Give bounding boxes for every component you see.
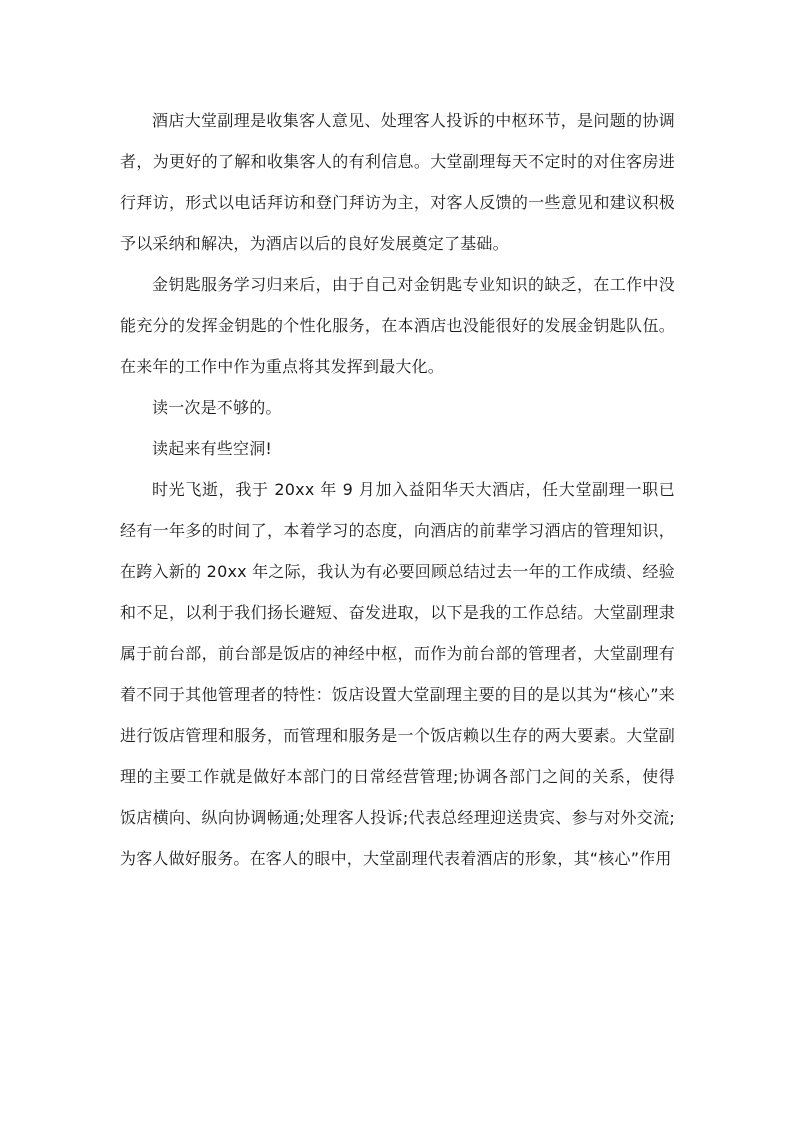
paragraph-comment-1: 读一次是不够的。 xyxy=(152,398,282,417)
paragraph-golden-key-service: 金钥匙服务学习归来后，由于自己对金钥匙专业知识的缺乏，在工作中没能充分的发挥金钥匙的个性化服务，在本酒店也没能很好的发展金钥匙队伍。在来年的工作中作为重点将其发挥到最大化。 xyxy=(120,275,675,376)
document-body xyxy=(120,100,675,879)
paragraph-work-summary: 时光飞逝，我于 20xx 年 9 月加入益阳华天大酒店，任大堂副理一职已经有一年多的时间了，本着学习的态度，向酒店的前辈学习酒店的管理知识，在跨入新的 20xx 年之际，我认为有必要回顾总结过去一年的工作成绩、经验和不足，以利于我们扬长避短、奋发进取，以下是我的工作总结。大堂副理隶属于前台部，前台部是饭店的神经中枢，而作为前台部的管理者，大堂副理有着不同于其他管理者的特性：饭店设置大堂副理主要的目的是以其为“核心”来进行饭店管理和服务，而管理和服务是一个饭店赖以生存的两大要素。大堂副理的主要工作就是做好本部门的日常经营管理;协调各部门之间的关系，使得饭店横向、纵向协调畅通;处理客人投诉;代表总经理迎送贵宾、参与对外交流;为客人做好服务。在客人的眼中，大堂副理代表着酒店的形象，其“核心”作用 xyxy=(120,480,675,868)
paragraph-comment-2: 读起来有些空洞! xyxy=(152,439,273,458)
paragraph-lobby-manager-role: 酒店大堂副理是收集客人意见、处理客人投诉的中枢环节，是问题的协调者，为更好的了解和收集客人的有利信息。大堂副理每天不定时的对住客房进行拜访，形式以电话拜访和登门拜访为主，对客人反馈的一些意见和建议积极予以采纳和解决，为酒店以后的良好发展奠定了基础。 xyxy=(120,111,675,253)
